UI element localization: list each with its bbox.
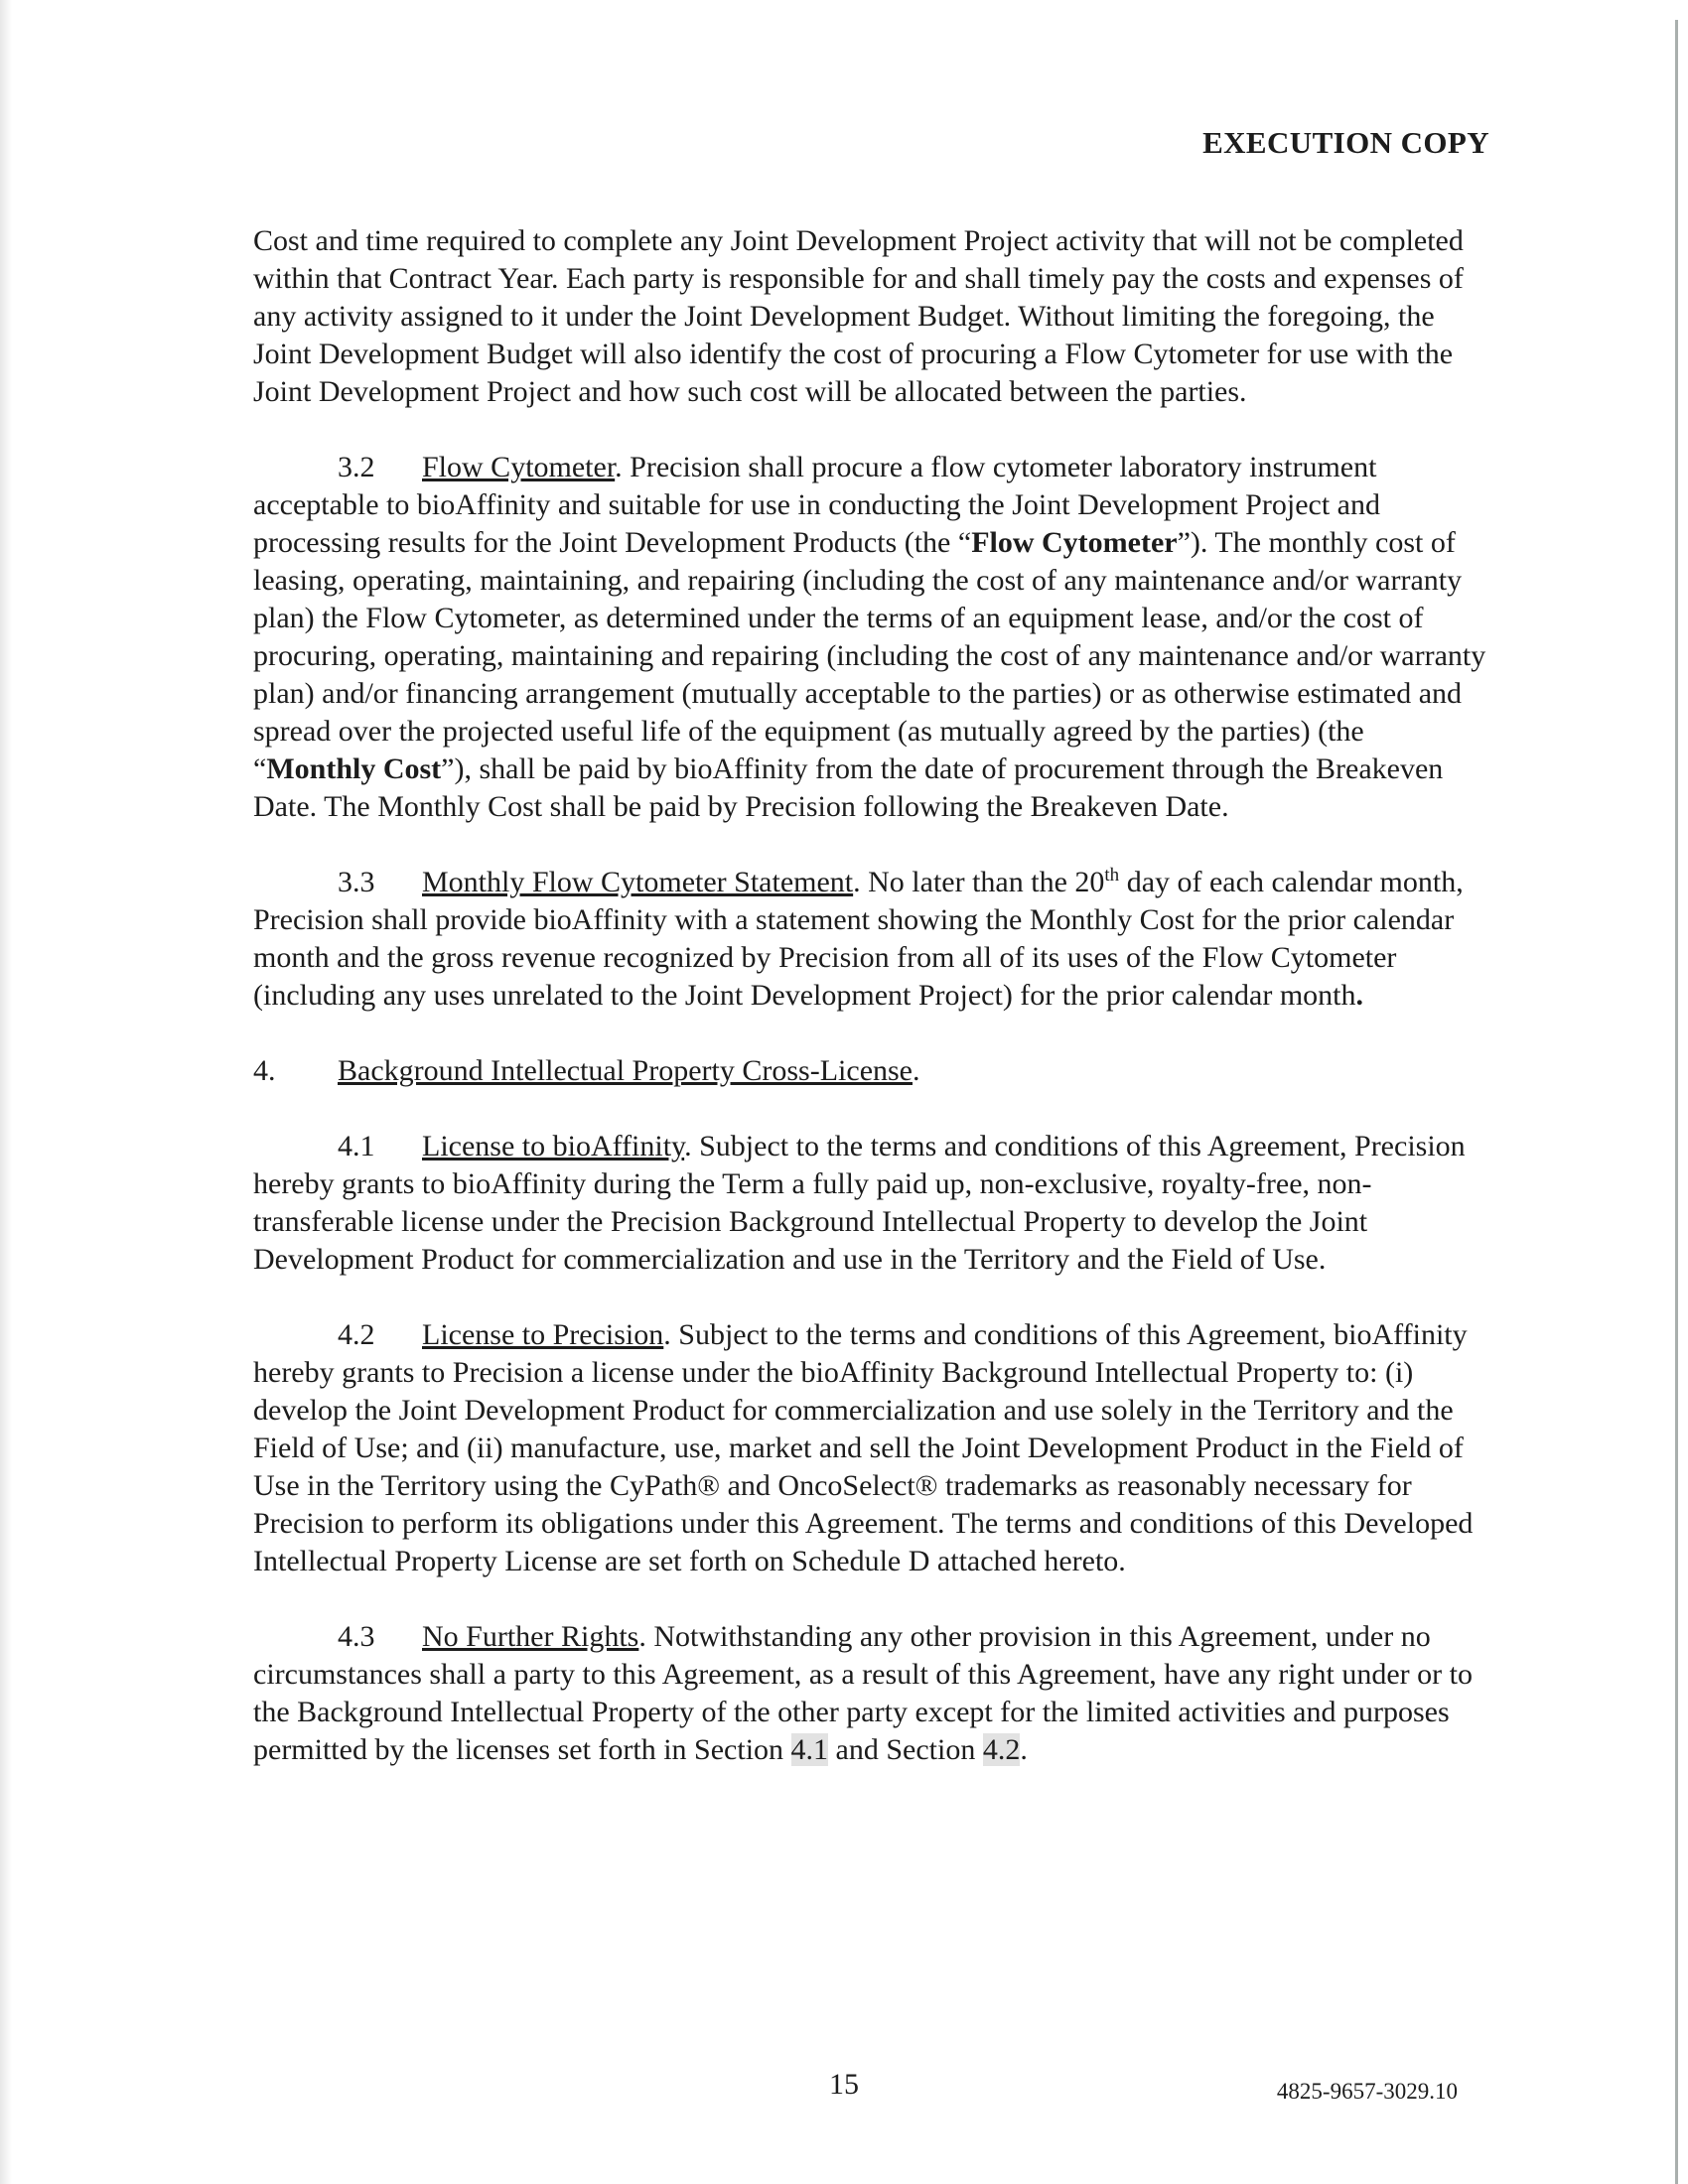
section-4-1 xyxy=(253,1128,1489,1279)
section-4-3 xyxy=(253,1618,1489,1769)
body-text: . xyxy=(913,1054,920,1087)
body-text: . xyxy=(1020,1733,1028,1766)
section-heading: No Further Rights xyxy=(422,1620,639,1653)
right-scan-edge-line xyxy=(1675,20,1678,2184)
body-text: . xyxy=(1355,979,1364,1012)
ordinal-superscript: th xyxy=(1104,865,1120,886)
section-4-heading xyxy=(253,1052,1489,1090)
section-reference-highlight: 4.1 xyxy=(790,1733,829,1766)
body-text: and Section xyxy=(828,1733,983,1766)
section-number: 4.1 xyxy=(338,1130,375,1162)
body-text: . No later than the 20 xyxy=(853,866,1105,898)
section-number: 3.2 xyxy=(338,451,375,483)
document-body xyxy=(253,222,1489,1807)
section-4-2 xyxy=(253,1316,1489,1580)
section-3-2 xyxy=(253,449,1489,826)
section-number: 4.2 xyxy=(338,1318,375,1351)
section-heading: Monthly Flow Cytometer Statement xyxy=(422,866,854,898)
body-text: . Subject to the terms and conditions of this Agreement, bioAffinity hereby grants to Precision a license under the bioAffinity Background Intellectual Property to: (i) develop the Joint Development Product for commercialization and use solely in the Territory and the Field of Use; and (ii) manufacture, use, market and sell the Joint Development Product in the Field of Use in the Territory using the CyPath® and OncoSelect® trademarks as reasonably necessary for Precision to perform its obligations under this Agreement. The terms and conditions of this Developed Intellectual Property License are set forth on Schedule D attached hereto. xyxy=(253,1318,1474,1577)
section-reference-highlight: 4.2 xyxy=(982,1733,1021,1766)
body-text: . Precision shall procure a flow cytometer laboratory instrument acceptable to bioAffinity and suitable for use in conducting the Joint Development Project and processing results for the Joint Development Products (the “ xyxy=(253,451,1380,559)
defined-term: Monthly Cost xyxy=(266,752,442,785)
left-scan-edge xyxy=(0,0,12,2184)
section-heading: License to Precision xyxy=(422,1318,664,1351)
intro-paragraph xyxy=(253,222,1489,411)
body-text: . Subject to the terms and conditions of this Agreement, Precision hereby grants to bioAffinity during the Term a fully paid up, non-exclusive, royalty-free, non-transferable license under the Precision Background Intellectual Property to develop the Joint Development Product for commercialization and use in the Territory and the Field of Use. xyxy=(253,1130,1466,1276)
page-number: 15 xyxy=(829,2068,859,2101)
section-heading: Background Intellectual Property Cross-License xyxy=(338,1054,913,1087)
execution-copy-label: EXECUTION COPY xyxy=(1202,125,1489,160)
section-number: 3.3 xyxy=(338,866,375,898)
body-text: . Notwithstanding any other provision in this Agreement, under no circumstances shall a party to this Agreement, as a result of this Agreement, have any right under or to the Background Intellectual Property of the other party except for the limited activities and purposes permitted by the licenses set forth in Section xyxy=(253,1620,1473,1766)
body-text: ”). The monthly cost of leasing, operating, maintaining, and repairing (including the cost of any maintenance and/or warranty plan) the Flow Cytometer, as determined under the terms of an equipment lease, and/or the cost of procuring, operating, maintaining and repairing (including the cost of any maintenance and/or warranty plan) and/or financing arrangement (mutually acceptable to the parties) or as otherwise estimated and spread over the projected useful life of the equipment (as mutually agreed by the parties) (the “ xyxy=(253,526,1486,785)
section-number: 4.3 xyxy=(338,1620,375,1653)
body-text: ”), shall be paid by bioAffinity from the date of procurement through the Breakeven Date. The Monthly Cost shall be paid by Precision following the Breakeven Date. xyxy=(253,752,1444,823)
section-heading: License to bioAffinity xyxy=(422,1130,685,1162)
defined-term: Flow Cytometer xyxy=(971,526,1178,559)
section-3-3 xyxy=(253,864,1489,1015)
body-text: Cost and time required to complete any Joint Development Project activity that will not be completed within that Contract Year. Each party is responsible for and shall timely pay the costs and expenses of any activity assigned to it under the Joint Development Budget. Without limiting the foregoing, the Joint Development Budget will also identify the cost of procuring a Flow Cytometer for use with the Joint Development Project and how such cost will be allocated between the parties. xyxy=(253,224,1464,408)
section-number: 4. xyxy=(253,1054,276,1087)
document-number: 4825-9657-3029.10 xyxy=(1276,2079,1458,2104)
section-heading: Flow Cytometer xyxy=(422,451,616,483)
body-text: day of each calendar month, Precision shall provide bioAffinity with a statement showing the Monthly Cost for the prior calendar month and the gross revenue recognized by Precision from all of its uses of the Flow Cytometer (including any uses unrelated to the Joint Development Project) for the prior calendar month xyxy=(253,866,1464,1012)
